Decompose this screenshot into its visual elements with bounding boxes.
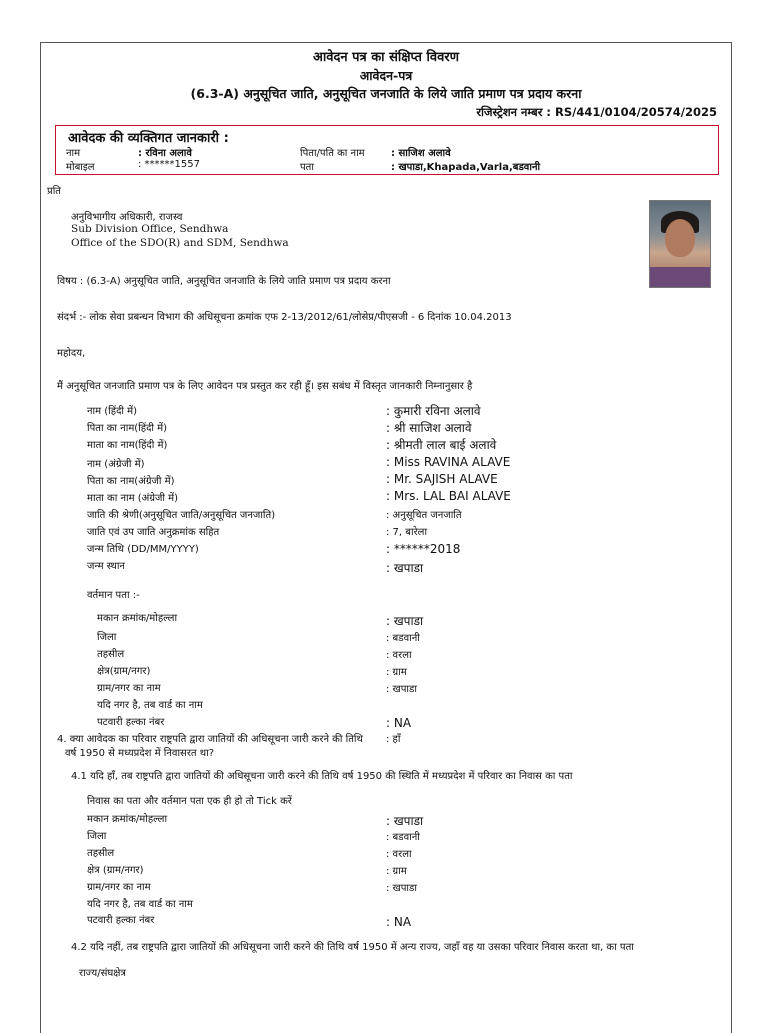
father-label: पिता/पति का नाम [300,148,365,159]
address-row-value: : NA [386,716,412,730]
detail-value: : अनुसूचित जनजाति [386,510,462,521]
address-1950-label: जिला [87,831,107,842]
address-row-value: : खपाडा [386,614,424,628]
detail-label: नाम (हिंदी में) [87,406,138,417]
detail-label: जन्म तिथि (DD/MM/YYYY) [87,544,199,555]
detail-label: जाति एवं उप जाति अनुक्रमांक सहित [87,527,220,538]
address-1950-value: : वरला [386,849,412,860]
name-label: नाम [66,148,81,159]
detail-value: : कुमारी रविना अलावे [386,404,481,418]
form-title: आवेदन-पत्र [359,68,413,83]
address-row-label: ग्राम/नगर का नाम [97,683,161,694]
address-1950-label: ग्राम/नगर का नाम [87,882,151,893]
address-row-value: : ग्राम [386,667,407,678]
address-row-value: : खपाडा [386,684,417,695]
applicant-photo [649,200,711,288]
question-4-answer: : हाँ [386,734,401,745]
detail-value: : श्री साजिश अलावे [386,421,472,435]
recipient-line1: अनुविभागीय अधिकारी, राजस्व [71,212,183,223]
state-label: राज्य/संघक्षेत्र [79,968,126,979]
question-4-line2: वर्ष 1950 से मध्यप्रदेश में निवासरत था? [65,748,215,759]
detail-value: : Mrs. LAL BAI ALAVE [386,489,511,503]
detail-label: जन्म स्थान [87,561,125,572]
detail-value: : खपाडा [386,561,424,575]
address-1950-value: : NA [386,915,412,929]
address-row-label: पटवारी हल्का नंबर [97,717,165,728]
mobile-value: : ******1557 [138,159,200,170]
application-document [40,42,732,1033]
detail-label: पिता का नाम(हिंदी में) [87,423,168,434]
address-label: पता [300,162,314,173]
applicant-info-title: आवेदक की व्यक्तिगत जानकारी : [68,131,229,146]
address-1950-value: : खपाडा [386,814,424,828]
salutation: महोदय, [57,348,86,359]
detail-value: : Miss RAVINA ALAVE [386,455,511,469]
recipient-line2: Sub Division Office, Sendhwa [71,223,229,235]
detail-label: नाम (अंग्रेजी में) [87,459,145,470]
address-1950-label: क्षेत्र (ग्राम/नगर) [87,865,144,876]
subject-line: विषय : (6.3-A) अनुसूचित जाति, अनुसूचित जनजाति के लिये जाति प्रमाण पत्र प्रदाय करना [57,276,391,287]
tick-note: निवास का पता और वर्तमान पता एक ही हो तो Tick करें [87,796,292,807]
detail-value: : 7, बारेला [386,527,428,538]
address-row-label: मकान क्रमांक/मोहल्ला [97,613,178,624]
detail-value: : ******2018 [386,542,461,556]
question-4-1-text: 4.1 यदि हाँ, तब राष्ट्रपति द्वारा जातियों की अधिसूचना जारी करने की तिथि वर्ष 1950 की स्थिति में मध्यप्रदेश में परिवार का निवास का पता [71,771,573,782]
detail-value: : श्रीमती लाल बाई अलावे [386,438,497,452]
address-value: : खपाडा,Khapada,Varla,बडवानी [391,162,541,173]
registration-number: रजिस्ट्रेशन नम्बर : RS/441/0104/20574/2025 [476,105,717,119]
address-row-value: : बडवानी [386,633,420,644]
detail-label: माता का नाम(हिंदी में) [87,440,168,451]
address-1950-label: पटवारी हल्का नंबर [87,915,155,926]
reference-line: संदर्भ :- लोक सेवा प्रबन्धन विभाग की अधिसूचना क्रमांक एफ 2-13/2012/61/लोसेप्र/पीएसजी - 6 दिनांक 10.04.2013 [57,312,512,323]
intro-paragraph: मैं अनुसूचित जनजाति प्रमाण पत्र के लिए आवेदन पत्र प्रस्तुत कर रही हूँ। इस सबंध में विस्तृत जानकारी निम्नानुसार है [57,381,473,392]
address-row-label: जिला [97,632,117,643]
address-row-label: क्षेत्र(ग्राम/नगर) [97,666,151,677]
address-1950-value: : ग्राम [386,866,407,877]
mobile-label: मोबाइल [66,162,95,173]
detail-value: : Mr. SAJISH ALAVE [386,472,498,486]
address-1950-label: मकान क्रमांक/मोहल्ला [87,814,168,825]
question-4-line1: 4. क्या आवेदक का परिवार राष्ट्रपति द्वारा जातियों की अधिसूचना जारी करने की तिथि [57,734,363,745]
prati-text: प्रति [47,186,61,197]
address-row-label: तहसील [97,649,125,660]
document-heading: आवेदन पत्र का संक्षिप्त विवरण [312,50,460,65]
detail-label: जाति की श्रेणी(अनुसूचित जाति/अनुसूचित जनजाति) [87,510,276,521]
applicant-info-box [55,125,719,175]
address-1950-value: : बडवानी [386,832,420,843]
detail-label: माता का नाम (अंग्रेजी में) [87,493,179,504]
service-title: (6.3-A) अनुसूचित जाति, अनुसूचित जनजाति के लिये जाति प्रमाण पत्र प्रदाय करना [190,86,582,101]
name-value: : रविना अलावे [138,148,192,159]
address-1950-label: यदि नगर है, तब वार्ड का नाम [87,899,193,910]
address-row-value: : वरला [386,650,412,661]
current-address-heading: वर्तमान पता :- [87,590,140,601]
question-4-2-text: 4.2 यदि नहीं, तब राष्ट्रपति द्वारा जातियों की अधिसूचना जारी करने की तिथि वर्ष 1950 में अन्य राज्य, जहाँ वह या उसका परिवार निवास करता था, का पता [71,942,634,953]
address-1950-label: तहसील [87,848,115,859]
father-value: : साजिश अलावे [391,148,451,159]
address-row-label: यदि नगर है, तब वार्ड का नाम [97,700,203,711]
recipient-line3: Office of the SDO(R) and SDM, Sendhwa [71,237,289,249]
detail-label: पिता का नाम(अंग्रेजी में) [87,476,175,487]
address-1950-value: : खपाडा [386,883,417,894]
